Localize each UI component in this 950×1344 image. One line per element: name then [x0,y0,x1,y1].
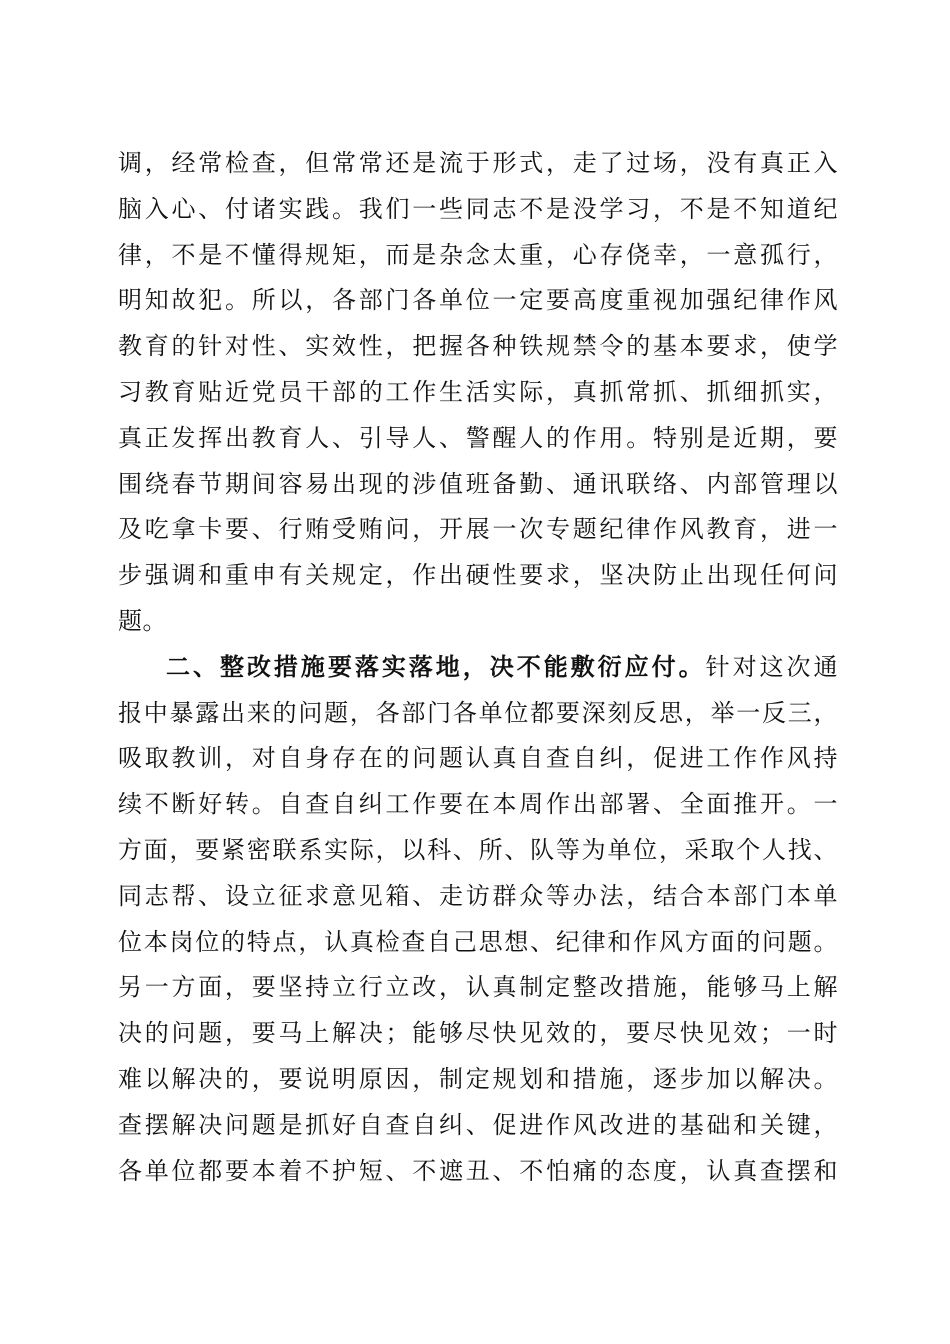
text-line: 及吃拿卡要、行贿受贿问，开展一次专题纪律作风教育，进一 [118,515,838,544]
text-line: 各单位都要本着不护短、不遮丑、不怕痛的态度，认真查摆和 [118,1156,838,1185]
text-line: 律，不是不懂得规矩，而是杂念太重，心存侥幸，一意孤行， [118,240,838,269]
text-line: 吸取教训，对自身存在的问题认真自查自纠，促进工作作风持 [118,744,838,773]
text-line: 同志帮、设立征求意见箱、走访群众等办法，结合本部门本单 [118,881,838,910]
text-line: 题。 [118,606,167,635]
section-heading: 二、整改措施要落实落地，决不能敷衍应付。 [166,652,706,681]
heading-line-continuation: 针对这次通 [705,652,839,681]
text-line: 方面，要紧密联系实际，以科、所、队等为单位，采取个人找、 [118,835,838,864]
text-line: 查摆解决问题是抓好自查自纠、促进作风改进的基础和关键， [118,1110,838,1139]
text-line: 报中暴露出来的问题，各部门各单位都要深刻反思，举一反三， [118,698,838,727]
text-line: 脑入心、付诸实践。我们一些同志不是没学习，不是不知道纪 [118,194,838,223]
text-line: 调，经常检查，但常常还是流于形式，走了过场，没有真正入 [118,149,838,177]
section-heading-line [118,645,838,691]
paragraph-1 [118,141,838,645]
text-line: 教育的针对性、实效性，把握各种铁规禁令的基本要求，使学 [118,332,838,361]
text-line: 另一方面，要坚持立行立改，认真制定整改措施，能够马上解 [118,973,838,1002]
text-line: 习教育贴近党员干部的工作生活实际，真抓常抓、抓细抓实， [118,377,838,406]
text-line: 围绕春节期间容易出现的涉值班备勤、通讯联络、内部管理以 [118,469,838,498]
text-line: 续不断好转。自查自纠工作要在本周作出部署、全面推开。一 [118,790,838,819]
paragraph-2 [118,645,838,1195]
text-line: 真正发挥出教育人、引导人、警醒人的作用。特别是近期，要 [118,423,838,452]
body-text [118,141,838,1194]
text-line: 步强调和重申有关规定，作出硬性要求，坚决防止出现任何问 [118,561,838,590]
text-line: 难以解决的，要说明原因，制定规划和措施，逐步加以解决。 [118,1064,838,1093]
text-line: 决的问题，要马上解决；能够尽快见效的，要尽快见效；一时 [118,1019,838,1048]
text-line: 位本岗位的特点，认真检查自己思想、纪律和作风方面的问题。 [118,927,838,956]
text-line: 明知故犯。所以，各部门各单位一定要高度重视加强纪律作风 [118,286,838,315]
